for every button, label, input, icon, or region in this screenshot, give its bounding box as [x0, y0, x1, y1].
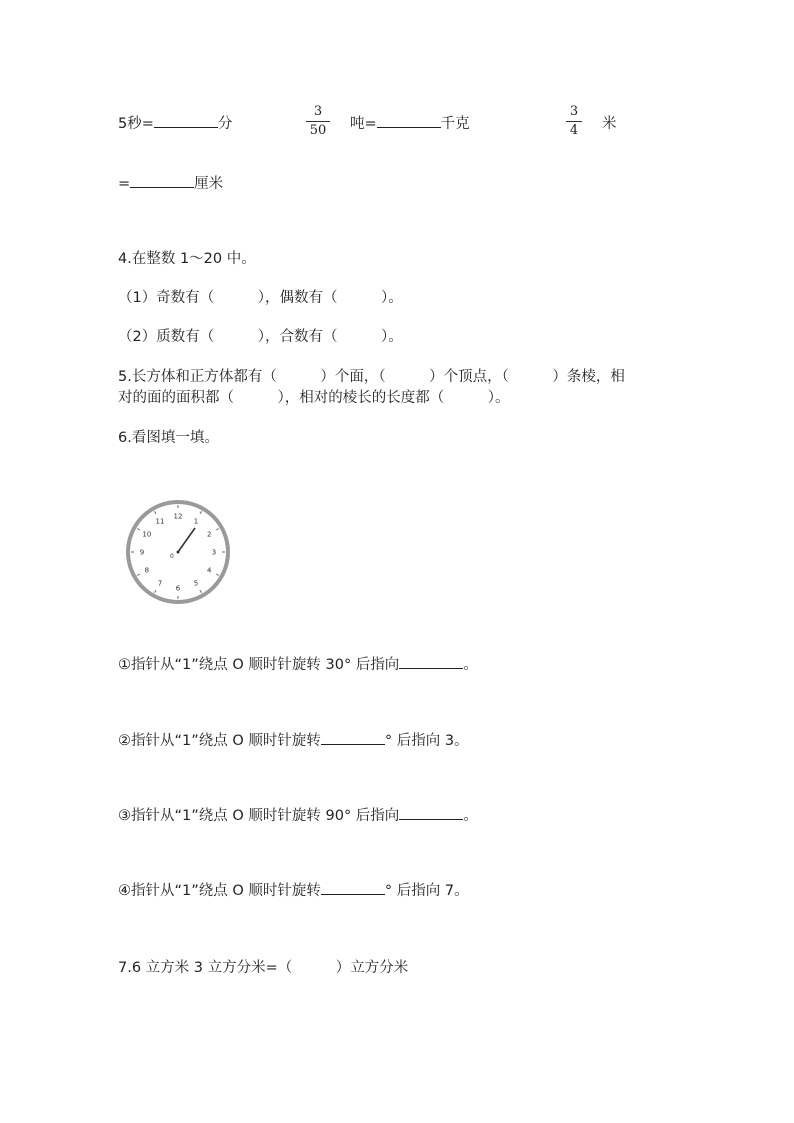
conversion-meter-unit: 米 — [602, 116, 617, 132]
conversion-seconds-prefix: 5秒= — [118, 116, 154, 132]
q6-item1-prefix: ①指针从“1”绕点 O 顺时针旋转 30° 后指向 — [118, 657, 400, 673]
answer-blank[interactable] — [377, 113, 441, 128]
clock-number: 5 — [193, 579, 199, 588]
conversion-seconds — [118, 112, 232, 133]
q6-title: 6.看图填一填。 — [118, 430, 219, 446]
q6-item4-prefix: ④指针从“1”绕点 O 顺时针旋转 — [118, 883, 321, 899]
answer-blank[interactable] — [321, 880, 385, 895]
q6-item4-suffix: ° 后指向 7。 — [384, 883, 469, 899]
answer-blank[interactable] — [154, 113, 218, 128]
fraction-bar — [566, 121, 582, 122]
q4-title: 4.在整数 1～20 中。 — [118, 251, 256, 267]
q6-item3-suffix: 。 — [463, 808, 478, 824]
q6-item3 — [118, 804, 478, 825]
conversion-cm-suffix: 厘米 — [194, 176, 224, 192]
clock-number: 2 — [206, 530, 212, 539]
fraction-numerator: 3 — [569, 104, 579, 119]
q4-sub2: （2）质数有（ ），合数有（ ）。 — [118, 329, 403, 345]
clock-number: 4 — [206, 566, 212, 575]
clock-figure — [124, 500, 234, 606]
clock-center — [177, 551, 180, 554]
q6-item1-suffix: 。 — [463, 657, 478, 673]
clock-number: 3 — [211, 548, 217, 557]
clock-number: 9 — [139, 548, 145, 557]
fraction-bar — [306, 121, 330, 122]
answer-blank[interactable] — [399, 805, 463, 820]
answer-blank[interactable] — [130, 173, 194, 188]
q5-line1: 5.长方体和正方体都有（ ）个面，（ ）个顶点，（ ）条棱，相 — [118, 369, 625, 385]
fraction-3-4 — [566, 104, 582, 139]
q6-item4 — [118, 879, 469, 900]
q6-item1 — [118, 653, 478, 674]
conversion-tons-suffix: 千克 — [440, 116, 470, 132]
clock-number: 1 — [193, 517, 199, 526]
clock-number: 11 — [155, 517, 165, 526]
conversion-tons — [350, 112, 470, 133]
fraction-denominator: 4 — [569, 123, 579, 138]
conversion-cm-prefix: = — [118, 176, 131, 192]
q4-sub1: （1）奇数有（ ），偶数有（ ）。 — [118, 290, 403, 306]
conversion-cm — [118, 172, 223, 193]
q5-line2: 对的面的面积都（ ），相对的棱长的长度都（ ）。 — [118, 390, 510, 406]
clock-number: 12 — [173, 512, 183, 521]
q6-item2 — [118, 729, 469, 750]
fraction-denominator: 50 — [309, 123, 327, 138]
q6-item3-prefix: ③指针从“1”绕点 O 顺时针旋转 90° 后指向 — [118, 808, 400, 824]
answer-blank[interactable] — [399, 654, 463, 669]
conversion-seconds-suffix: 分 — [217, 116, 233, 132]
clock-number: 8 — [144, 566, 150, 575]
answer-blank[interactable] — [321, 730, 385, 745]
q7-text: 7.6 立方米 3 立方分米=（ ）立方分米 — [118, 960, 409, 976]
fraction-3-50 — [306, 104, 330, 139]
clock-center-label: 0 — [170, 553, 174, 560]
clock-number: 6 — [175, 584, 181, 593]
clock-number: 7 — [157, 579, 163, 588]
q6-item2-suffix: ° 后指向 3。 — [384, 733, 469, 749]
conversion-tons-prefix: 吨= — [350, 116, 377, 132]
clock-number: 10 — [142, 530, 152, 539]
q6-item2-prefix: ②指针从“1”绕点 O 顺时针旋转 — [118, 733, 321, 749]
fraction-numerator: 3 — [313, 104, 323, 119]
